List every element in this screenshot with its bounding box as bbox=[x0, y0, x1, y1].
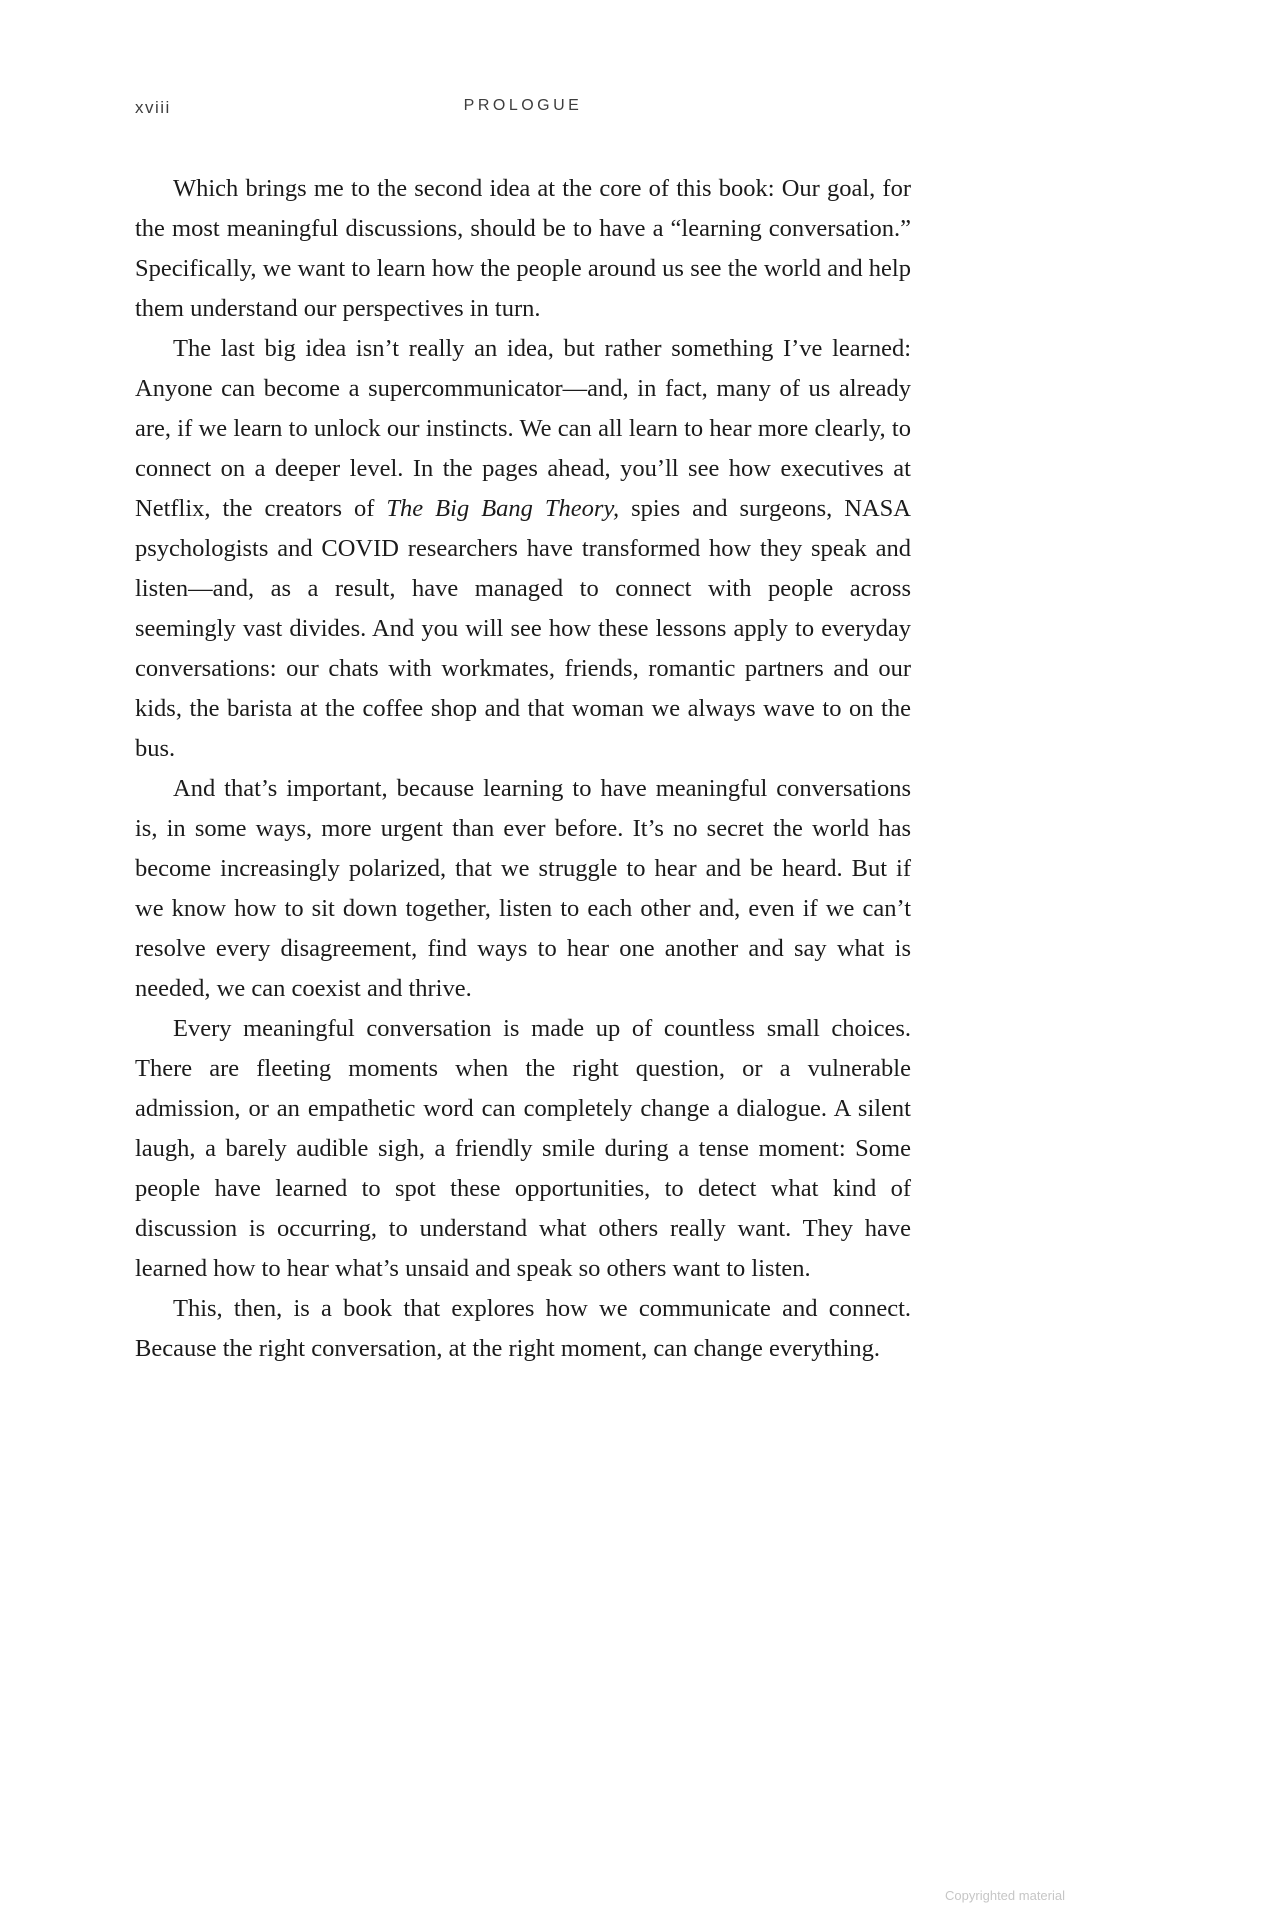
text-column bbox=[135, 97, 911, 1369]
text-run: And that’s important, because learning to have meaningful conversations is, in some ways, more urgent than ever before. It’s no secret the world has become increasingly polarized, that we struggle to hear and be heard. But if we know how to sit down together, listen to each other and, even if we can’t resolve every disagreement, find ways to hear one another and say what is needed, we can coexist and thrive. bbox=[135, 775, 911, 1002]
text-run: Every meaningful conversation is made up of countless small choices. There are fleeting moments when the right question, or a vulnerable admission, or an empathetic word can completely change a dialogue. A silent laugh, a barely audible sigh, a friendly smile during a tense moment: Some people have learned to spot these opportunities, to detect what kind of discussion is occurring, to understand what others really want. They have learned how to hear what’s unsaid and speak so others want to listen. bbox=[135, 1015, 911, 1282]
body-text bbox=[135, 169, 911, 1369]
paragraph bbox=[135, 1009, 911, 1289]
paragraph bbox=[135, 169, 911, 329]
page-header bbox=[135, 97, 911, 119]
paragraph bbox=[135, 769, 911, 1009]
running-head: PROLOGUE bbox=[463, 97, 583, 114]
page-number: xviii bbox=[135, 98, 171, 117]
text-run: spies and surgeons, NASA psychologists and COVID researchers have transformed how they speak and listen—and, as a result, have managed to connect with people across seemingly vast divides. And you will see how these lessons apply to everyday conversations: our chats with workmates, friends, romantic partners and our kids, the barista at the coffee shop and that woman we always wave to on the bus. bbox=[135, 495, 911, 762]
text-run: This, then, is a book that explores how we communicate and connect. Because the right conversation, at the right moment, can change everything. bbox=[135, 1295, 911, 1362]
copyright-watermark: Copyrighted material bbox=[945, 1888, 1065, 1903]
text-run: Which brings me to the second idea at the core of this book: Our goal, for the most meaningful discussions, should be to have a “learning conversation.” Specifically, we want to learn how the people around us see the world and help them understand our perspectives in turn. bbox=[135, 175, 911, 322]
paragraph bbox=[135, 329, 911, 769]
paragraph bbox=[135, 1289, 911, 1369]
italic-run: The Big Bang Theory, bbox=[386, 495, 620, 522]
text-run: The last big idea isn’t really an idea, but rather something I’ve learned: Anyone can become a supercommunicator—and, in fact, many of us already are, if we learn to unlock our instincts. We can all learn to hear more clearly, to connect on a deeper level. In the pages ahead, you’ll see how executives at Netflix, the creators of bbox=[135, 335, 911, 522]
